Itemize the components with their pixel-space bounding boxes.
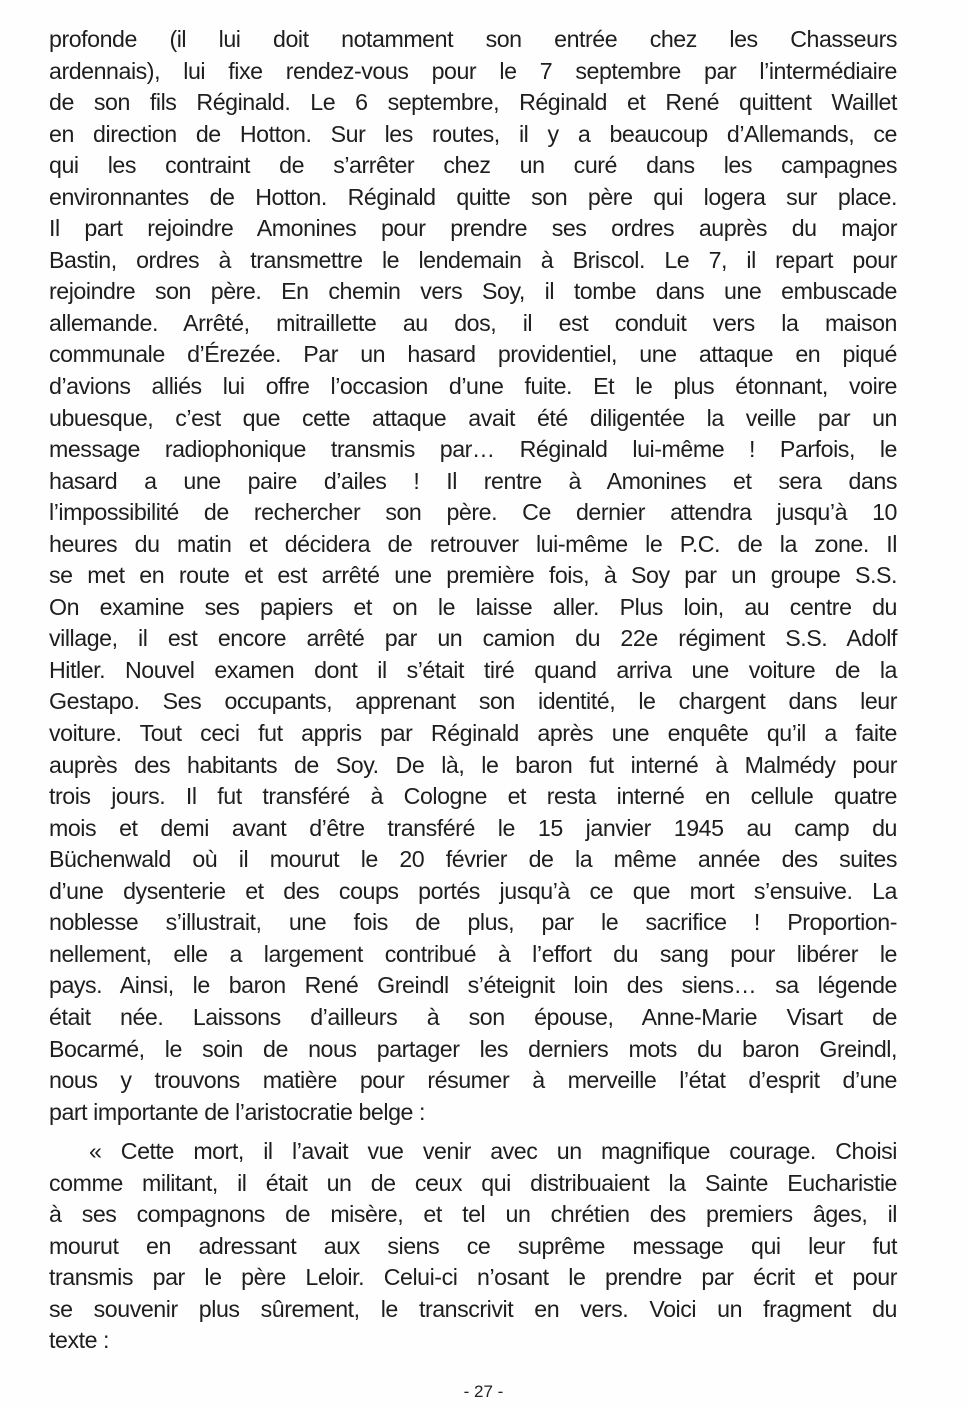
- text-line: message radiophonique transmis par… Réginald lui-même ! Parfois, le: [49, 436, 897, 463]
- paragraph-spacer: [49, 1128, 897, 1136]
- text-line: d’une dysenterie et des coups portés jusqu’à ce que mort s’ensuive. La: [49, 877, 897, 904]
- text-line: Hitler. Nouvel examen dont il s’était tiré quand arriva une voiture de la: [49, 656, 897, 683]
- text-line: qui les contraint de s’arrêter chez un curé dans les campagnes: [49, 152, 897, 179]
- text-line: l’impossibilité de rechercher son père. Ce dernier attendra jusqu’à 10: [49, 499, 897, 526]
- text-line: allemande. Arrêté, mitraillette au dos, il est conduit vers la maison: [49, 309, 897, 336]
- text-line: mourut en adressant aux siens ce suprême message qui leur fut: [49, 1232, 897, 1259]
- text-line: à ses compagnons de misère, et tel un chrétien des premiers âges, il: [49, 1201, 897, 1228]
- text-line: transmis par le père Leloir. Celui-ci n’osant le prendre par écrit et pour: [49, 1264, 897, 1291]
- text-line: de son fils Réginald. Le 6 septembre, Réginald et René quittent Waillet: [49, 89, 897, 116]
- text-line: nous y trouvons matière pour résumer à merveille l’état d’esprit d’une: [49, 1067, 897, 1094]
- text-line: auprès des habitants de Soy. De là, le baron fut interné à Malmédy pour: [49, 751, 897, 778]
- text-line: était née. Laissons d’ailleurs à son épouse, Anne-Marie Visart de: [49, 1003, 897, 1030]
- text-line: texte :: [49, 1327, 110, 1354]
- text-line: comme militant, il était un de ceux qui distribuaient la Sainte Eucharistie: [49, 1169, 897, 1196]
- text-line: On examine ses papiers et on le laisse aller. Plus loin, au centre du: [49, 593, 897, 620]
- text-line: Büchenwald où il mourut le 20 février de la même année des suites: [49, 846, 897, 873]
- text-line: voiture. Tout ceci fut appris par Réginald après une enquête qu’il a faite: [49, 720, 897, 747]
- text-line: trois jours. Il fut transféré à Cologne et resta interné en cellule quatre: [49, 783, 897, 810]
- paragraph-quotation: [49, 1136, 897, 1357]
- document-page: [49, 24, 897, 1357]
- text-line: village, il est encore arrêté par un camion du 22e régiment S.S. Adolf: [49, 625, 897, 652]
- text-line: noblesse s’illustrait, une fois de plus, par le sacrifice ! Proportion-: [49, 909, 897, 936]
- text-line: en direction de Hotton. Sur les routes, il y a beaucoup d’Allemands, ce: [49, 120, 897, 147]
- text-line: rejoindre son père. En chemin vers Soy, il tombe dans une embuscade: [49, 278, 897, 305]
- text-line: nellement, elle a largement contribué à l’effort du sang pour libérer le: [49, 940, 897, 967]
- text-line: hasard a une paire d’ailes ! Il rentre à Amonines et sera dans: [49, 467, 897, 494]
- text-line: part importante de l’aristocratie belge :: [49, 1098, 425, 1125]
- text-line: environnantes de Hotton. Réginald quitte son père qui logera sur place.: [49, 183, 897, 210]
- text-line: Bocarmé, le soin de nous partager les derniers mots du baron Greindl,: [49, 1035, 897, 1062]
- text-line: mois et demi avant d’être transféré le 15 janvier 1945 au camp du: [49, 814, 897, 841]
- text-line: pays. Ainsi, le baron René Greindl s’éteignit loin des siens… sa légende: [49, 972, 897, 999]
- text-line: heures du matin et décidera de retrouver lui-même le P.C. de la zone. Il: [49, 530, 897, 557]
- text-line: communale d’Érezée. Par un hasard providentiel, une attaque en piqué: [49, 341, 897, 368]
- page-number: - 27 -: [463, 1382, 504, 1401]
- text-line: profonde (il lui doit notamment son entrée chez les Chasseurs: [49, 26, 897, 52]
- text-line: Bastin, ordres à transmettre le lendemain à Briscol. Le 7, il repart pour: [49, 246, 897, 273]
- text-line: se souvenir plus sûrement, le transcrivit en vers. Voici un fragment du: [49, 1295, 897, 1322]
- text-line: Gestapo. Ses occupants, apprenant son identité, le chargent dans leur: [49, 688, 897, 715]
- text-line: ubuesque, c’est que cette attaque avait été diligentée la veille par un: [49, 404, 897, 431]
- paragraph-narrative: [49, 24, 897, 1128]
- text-line: ardennais), lui fixe rendez-vous pour le 7 septembre par l’intermédiaire: [49, 57, 897, 84]
- text-line: d’avions alliés lui offre l’occasion d’une fuite. Et le plus étonnant, voire: [49, 373, 897, 400]
- text-line: « Cette mort, il l’avait vue venir avec un magnifique courage. Choisi: [89, 1138, 897, 1165]
- text-line: Il part rejoindre Amonines pour prendre ses ordres auprès du major: [49, 215, 897, 242]
- text-line: se met en route et est arrêté une première fois, à Soy par un groupe S.S.: [49, 562, 897, 589]
